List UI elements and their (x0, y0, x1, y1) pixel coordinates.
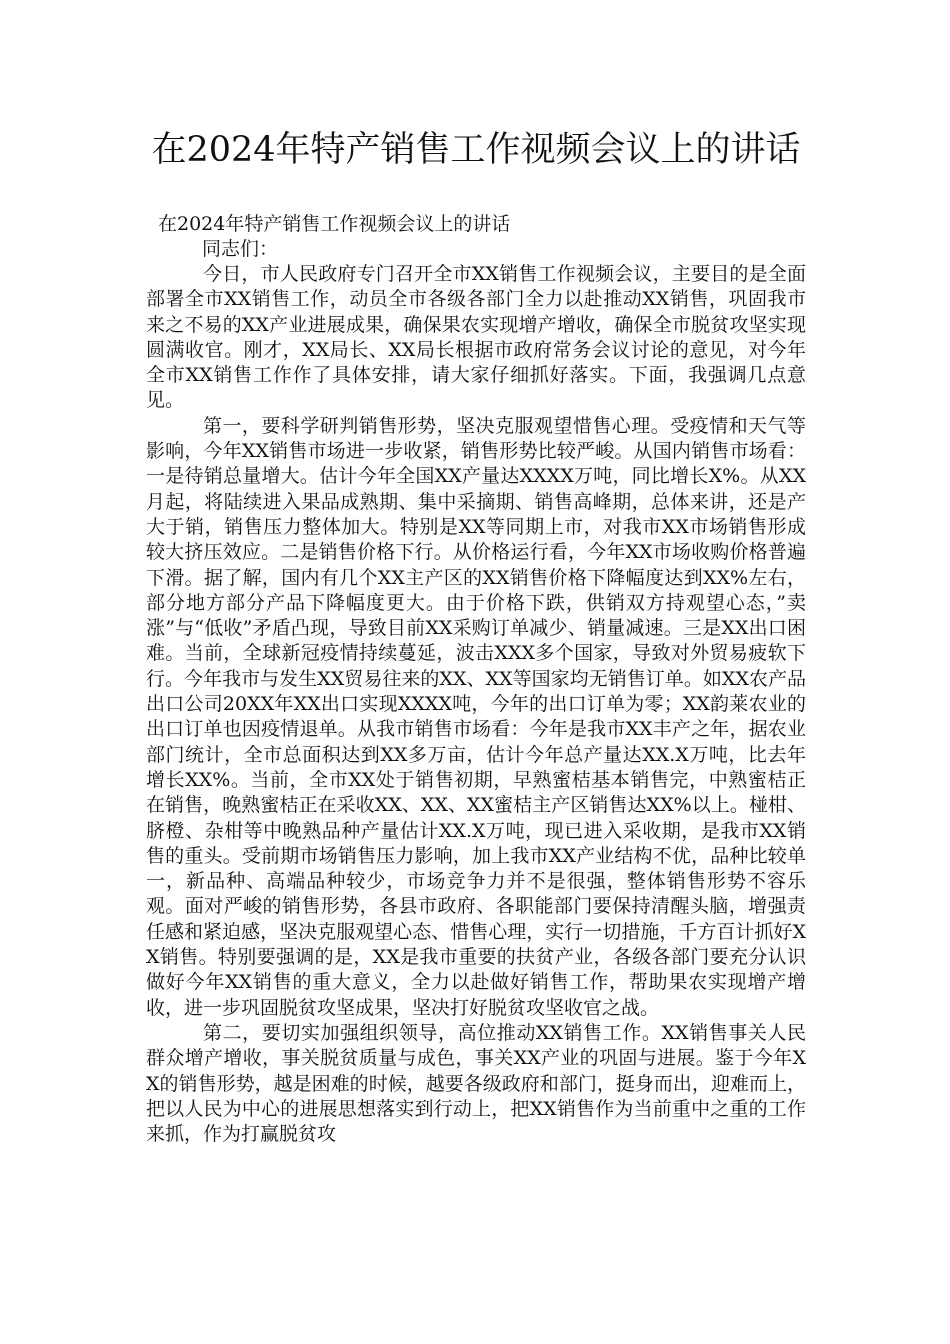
paragraph-first-point: 第一，要科学研判销售形势，坚决克服观望惜售心理。受疫情和天气等影响，今年XX销售市场进一步收紧，销售形势比较严峻。从国内销售市场看：一是待销总量增大。估计今年全国XX产量达XXXX万吨，同比增长X%。从XX月起，将陆续进入果品成熟期、集中采摘期、销售高峰期，总体来讲，还是产大于销，销售压力整体加大。特别是XX等同期上市，对我市XX市场销售形成较大挤压效应。二是销售价格下行。从价格运行看，今年XX市场收购价格普遍下滑。据了解，国内有几个XX主产区的XX销售价格下降幅度达到XX%左右，部分地方部分产品下降幅度更大。由于价格下跌，供销双方持观望心态，”卖涨”与“低收”矛盾凸现，导致目前XX采购订单减少、销量减速。三是XX出口困难。当前，全球新冠疫情持续蔓延，波击XXX多个国家，导致对外贸易疲软下行。今年我市与发生XX贸易往来的XX、XX等国家均无销售订单。如XX农产品出口公司20XX年XX出口实现XXXX吨，今年的出口订单为零；XX韵莱农业的出口订单也因疫情退单。从我市销售市场看：今年是我市XX丰产之年，据农业部门统计，全市总面积达到XX多万亩，估计今年总产量达XX.X万吨，比去年增长XX%。当前，全市XX处于销售初期，早熟蜜桔基本销售完，中熟蜜桔正在销售，晚熟蜜桔正在采收XX、XX、XX蜜桔主产区销售达XX%以上。椪柑、脐橙、杂柑等中晚熟品种产量估计XX.X万吨，现已进入采收期，是我市XX销售的重头。受前期市场销售压力影响，加上我市XX产业结构不优，品种比较单一，新品种、高端品种较少，市场竞争力并不是很强，整体销售形势不容乐观。面对严峻的销售形势，各县市政府、各职能部门要保持清醒头脑，增强责任感和紧迫感，坚决克服观望心态、惜售心理，实行一切措施，千方百计抓好XX销售。特别要强调的是，XX是我市重要的扶贫产业，各级各部门要充分认识做好今年XX销售的重大意义，全力以赴做好销售工作，帮助果农实现增产增收，进一步巩固脱贫攻坚成果，坚决打好脱贫攻坚收官之战。 (146, 414, 806, 1019)
salutation: 同志们： (202, 238, 279, 260)
document-title: 在2024年特产销售工作视频会议上的讲话 (151, 130, 801, 170)
paragraph-second-point: 第二，要切实加强组织领导，高位推动XX销售工作。XX销售事关人民群众增产增收，事关脱贫质量与成色，事关XX产业的巩固与进展。鉴于今年XX的销售形势，越是困难的时候，越要各级政府和部门，挺身而出，迎难而上，把以人民为中心的进展思想落实到行动上，把XX销售作为当前重中之重的工作来抓，作为打赢脱贫攻 (146, 1021, 806, 1146)
document-subtitle: 在2024年特产销售工作视频会议上的讲话 (158, 213, 511, 235)
paragraph-intro: 今日，市人民政府专门召开全市XX销售工作视频会议，主要目的是全面部署全市XX销售工作，动员全市各级各部门全力以赴推动XX销售，巩固我市来之不易的XX产业进展成果，确保果农实现增产增收，确保全市脱贫攻坚实现圆满收官。刚才，XX局长、XX局长根据市政府常务会议讨论的意见，对今年全市XX销售工作作了具体安排，请大家仔细抓好落实。下面，我强调几点意见。 (146, 263, 806, 412)
